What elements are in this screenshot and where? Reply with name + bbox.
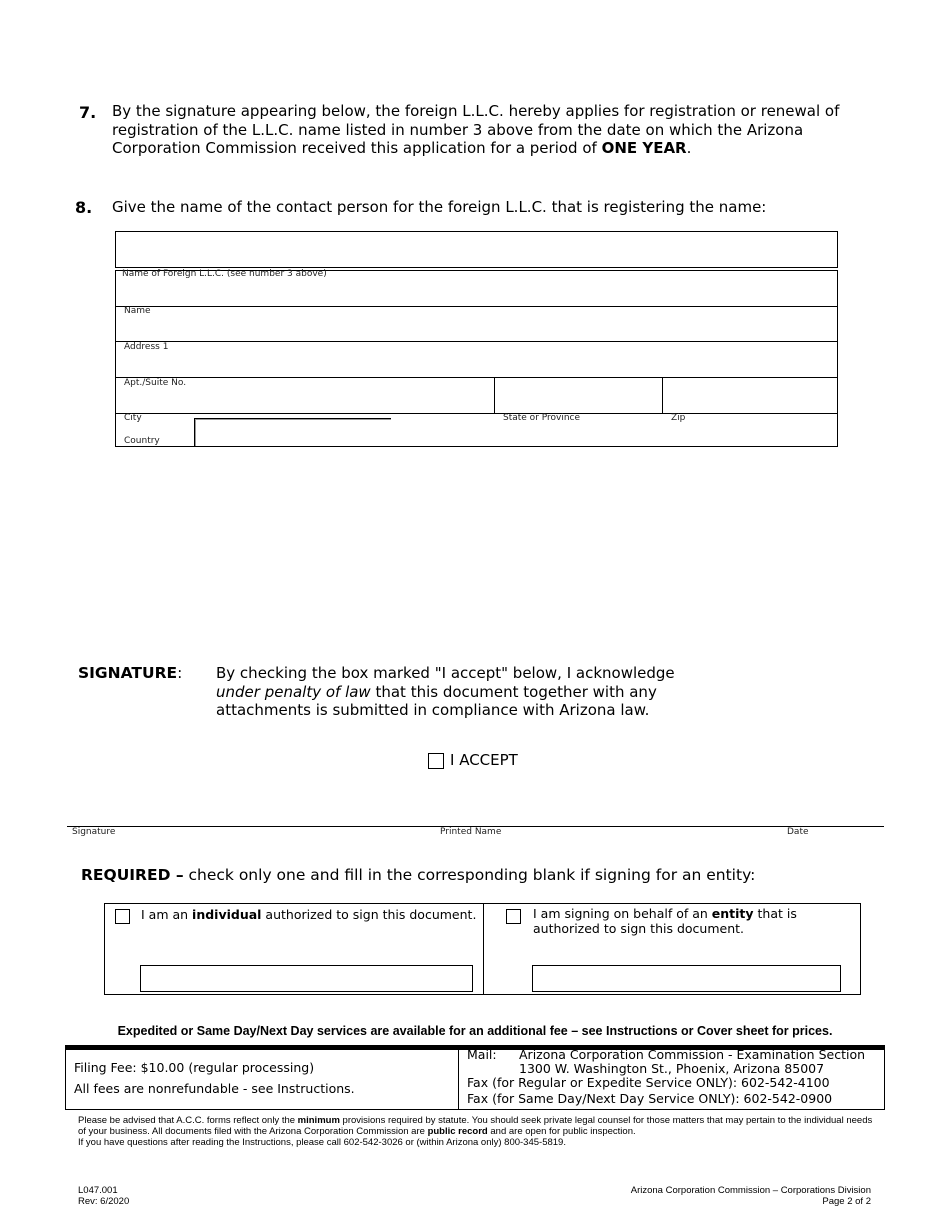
- i-accept-label: I ACCEPT: [450, 751, 518, 769]
- item-8-number: 8.: [75, 198, 93, 217]
- signature-heading-colon: :: [177, 664, 183, 682]
- filing-fee: Filing Fee: $10.00 (regular processing): [74, 1060, 315, 1075]
- required-heading: REQUIRED –: [81, 866, 184, 884]
- entity-bold: entity: [711, 906, 754, 921]
- state-label: State or Province: [503, 413, 581, 423]
- i-accept-checkbox[interactable]: [428, 753, 444, 769]
- disclaimer-public-record: public record: [427, 1126, 488, 1137]
- mail-label: Mail:: [467, 1047, 497, 1062]
- item-8-text: Give the name of the contact person for the foreign L.L.C. that is registering the name:: [112, 198, 767, 216]
- disclaimer-p1-pre: Please be advised that A.C.C. forms reflect only the: [78, 1115, 298, 1126]
- page-number: Page 2 of 2: [822, 1196, 871, 1207]
- city-label: City: [124, 413, 142, 423]
- fees-nonrefundable: All fees are nonrefundable - see Instructions.: [74, 1081, 355, 1096]
- individual-input[interactable]: [140, 965, 473, 992]
- contact-name-label: Name: [124, 306, 151, 316]
- disclaimer-p1-post: and are open for public inspection.: [487, 1126, 636, 1137]
- printed-name-input[interactable]: [440, 788, 770, 825]
- item-7-one-year: ONE YEAR: [601, 139, 687, 157]
- llc-name-input[interactable]: [115, 231, 838, 268]
- signature-text-line2-rest: that this document together with any: [370, 682, 657, 701]
- signature-heading-text: SIGNATURE: [78, 664, 178, 682]
- state-input[interactable]: [495, 378, 661, 413]
- item-7-period: .: [686, 139, 692, 157]
- signature-acknowledgement: [216, 664, 736, 720]
- divider: [115, 413, 838, 414]
- entity-option-label: [533, 906, 843, 936]
- required-instruction: [81, 866, 755, 884]
- signature-label: Signature: [72, 827, 116, 837]
- address1-label: Address 1: [124, 342, 169, 352]
- apt-suite-input[interactable]: [116, 342, 837, 377]
- disclaimer-paragraph-1: [78, 1115, 878, 1137]
- signature-text-line1: By checking the box marked "I accept" below, I acknowledge: [216, 664, 675, 682]
- fax-regular: Fax (for Regular or Expedite Service ONLY): 602-542-4100: [467, 1075, 830, 1090]
- disclaimer-paragraph-2: If you have questions after reading the Instructions, please call 602-542-3026 or (within Arizona only) 800-345-5819.: [78, 1137, 566, 1148]
- form-code: L047.001: [78, 1185, 118, 1196]
- expedite-notice: Expedited or Same Day/Next Day services are available for an additional fee – see Instructions or Cover sheet for prices.: [117, 1024, 833, 1038]
- country-input[interactable]: [194, 418, 391, 446]
- individual-post: authorized to sign this document.: [261, 907, 477, 922]
- signature-input[interactable]: [67, 788, 427, 825]
- signature-text-line3: attachments is submitted in compliance with Arizona law.: [216, 701, 650, 719]
- entity-pre: I am signing on behalf of an: [533, 906, 712, 921]
- individual-checkbox[interactable]: [115, 909, 130, 924]
- mail-line-2: 1300 W. Washington St., Phoenix, Arizona 85007: [519, 1061, 825, 1076]
- penalty-of-law-text: under penalty of law: [216, 682, 371, 701]
- divider: [458, 1048, 459, 1110]
- disclaimer-p1-mid: provisions required by statute. You should seek private legal counsel for those matters that may pertain to the individual needs of your business. All documents filed with the Arizona Corporation Commission are: [78, 1115, 873, 1137]
- form-revision: Rev: 6/2020: [78, 1196, 130, 1207]
- zip-input[interactable]: [663, 378, 837, 413]
- fax-sameday: Fax (for Same Day/Next Day Service ONLY): 602-542-0900: [467, 1091, 833, 1106]
- address1-input[interactable]: [116, 307, 837, 341]
- disclaimer: [78, 1115, 878, 1148]
- divider: [483, 903, 484, 995]
- contact-name-input[interactable]: [116, 271, 837, 305]
- mail-line-1: Arizona Corporation Commission - Examination Section: [519, 1047, 866, 1062]
- individual-option-label: [141, 907, 481, 922]
- signature-text-line2: [216, 683, 736, 702]
- date-label: Date: [787, 827, 809, 837]
- required-text: check only one and fill in the corresponding blank if signing for an entity:: [183, 866, 756, 884]
- entity-input[interactable]: [532, 965, 841, 992]
- zip-label: Zip: [671, 413, 686, 423]
- individual-bold: individual: [192, 907, 262, 922]
- individual-pre: I am an: [141, 907, 193, 922]
- disclaimer-minimum: minimum: [297, 1115, 340, 1126]
- signature-heading: [78, 664, 182, 682]
- agency-name: Arizona Corporation Commission – Corporations Division: [630, 1185, 871, 1196]
- entity-checkbox[interactable]: [506, 909, 521, 924]
- city-input[interactable]: [116, 378, 493, 413]
- printed-name-label: Printed Name: [440, 827, 502, 837]
- item-7-number: 7.: [79, 103, 97, 122]
- country-label: Country: [124, 436, 160, 446]
- item-7-text: [112, 102, 842, 158]
- entity-post: that is authorized to sign this document.: [533, 906, 797, 936]
- apt-suite-label: Apt./Suite No.: [124, 378, 187, 388]
- llc-name-label: Name of Foreign L.L.C. (see number 3 above): [122, 269, 327, 279]
- item-7-text-main: By the signature appearing below, the foreign L.L.C. hereby applies for registration or renewal of registration of the L.L.C. name listed in number 3 above from the date on which the Arizona Corporation Commission received this application for a period of: [112, 102, 840, 157]
- date-input[interactable]: [786, 788, 881, 825]
